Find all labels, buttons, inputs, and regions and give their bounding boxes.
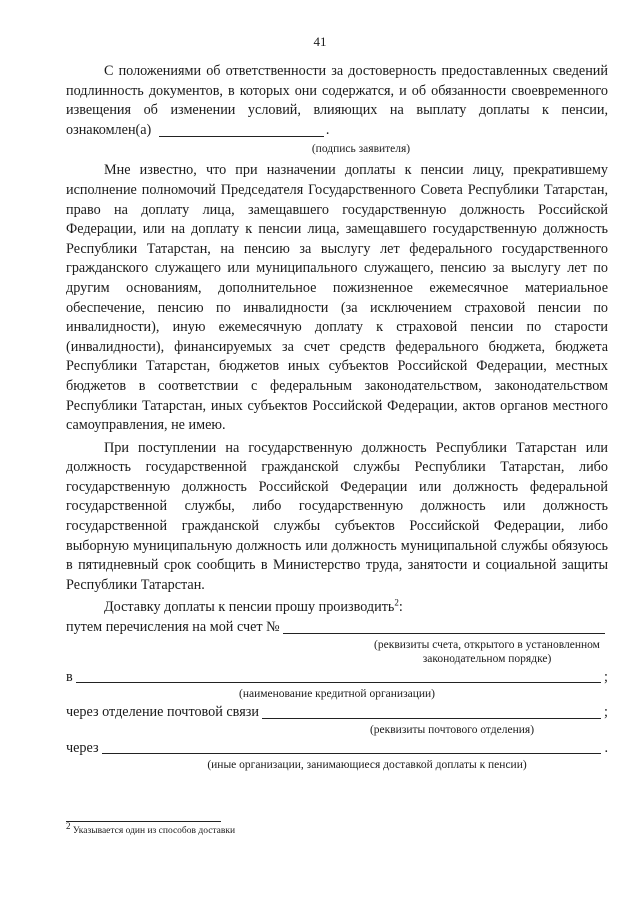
post-caption: (реквизиты почтового отделения) [369, 723, 535, 736]
document-body [66, 62, 608, 772]
account-caption-2: законодательном порядке) [422, 652, 552, 665]
bank-prefix: в [66, 668, 73, 685]
delivery-intro: Доставку доплаты к пенсии прошу производить$^2$: [104, 597, 403, 616]
bank-name-field[interactable] [76, 668, 601, 683]
other-organization-field[interactable] [102, 739, 602, 754]
page-number: 41 [313, 34, 327, 49]
footnote-divider [66, 821, 221, 822]
post-office-field[interactable] [262, 704, 601, 719]
acknowledgement-text: С положениями об ответственности за достоверность предоставленных сведений подлинность документов, в которых они содержатся, и об обязанности своевременного извещения об изменении условий, влияющих на выплату доплаты к пенсии, ознакомлен(а) [66, 63, 608, 138]
other-row: через . [66, 739, 608, 759]
footnote-ref: 2 [394, 597, 399, 608]
paragraph-acknowledgement: С положениями об ответственности за достоверность предоставленных сведений подлинность документов, в которых они содержатся, и об обязанности своевременного извещения об изменении условий, влияющих на выплату доплаты к пенсии, ознакомлен(а) . [66, 63, 608, 138]
post-label: через отделение почтовой связи [66, 704, 259, 721]
other-label: через [66, 739, 99, 756]
bank-caption: (наименование кредитной организации) [238, 688, 436, 701]
account-label: путем перечисления на мой счет № [66, 619, 280, 636]
account-row [66, 618, 608, 638]
other-caption: (иные организации, занимающиеся доставкой доплаты к пенсии) [207, 759, 527, 772]
account-number-field[interactable] [283, 619, 605, 634]
paragraph-obligation: При поступлении на государственную должность Республики Татарстан или должность государственной гражданской службы Республики Татарстан, либо государственную должность Российской Федерации или должность федеральной государственной службы, либо государственную должность или должность государственной гражданской службы субъектов Российской Федерации, либо выборную муниципальную должность или должность муниципальной службы обязуюсь в пятидневный срок сообщить в Министерство труда, занятости и социальной защиты Республики Татарстан. [66, 439, 608, 593]
account-caption-1: (реквизиты счета, открытого в установленном [374, 638, 600, 651]
post-row: через отделение почтовой связи ; [66, 703, 608, 723]
signature-caption: (подпись заявителя) [311, 143, 411, 156]
signature-field[interactable] [159, 122, 324, 137]
paragraph-statement: Мне известно, что при назначении доплаты к пенсии лицу, прекратившему исполнение полномочий Председателя Государственного Совета Республики Татарстан, право на доплату лица, замещавшего государственную должность Российской Федерации, или на доплату к пенсии лица, замещавшего государственную должность Республики Татарстан, на пенсию за выслугу лет федерального государственного гражданского служащего или муниципального служащего, пенсию за выслугу лет по другим основаниям, дополнительное пожизненное ежемесячное материальное обеспечение, пенсию по инвалидности (за исключением страховой пенсии по инвалидности), иную ежемесячную доплату к страховой пенсии по старости (инвалидности), финансируемых за счет средств федерального бюджета, бюджета Республики Татарстан, бюджетов иных субъектов Российской Федерации, местных бюджетов в соответствии с федеральным законодательством, законодательством Республики Татарстан, иных субъектов Российской Федерации, актов органов местного самоуправления, не имею. [66, 162, 608, 434]
footnote: $^2$ Указывается один из способов доставки [66, 821, 236, 837]
footnote-text: Указывается один из способов доставки [72, 826, 236, 837]
bank-row: в ; [66, 668, 608, 688]
